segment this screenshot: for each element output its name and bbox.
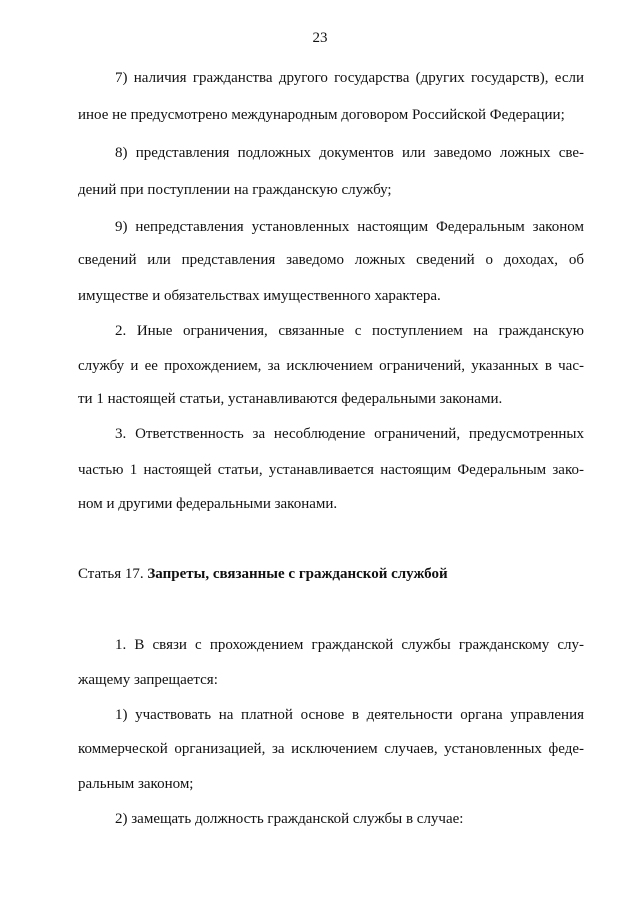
article-label: Статья 17.: [78, 566, 148, 582]
text-line: 7) наличия гражданства другого государства (других государств), если: [115, 70, 584, 86]
text-line: ном и другими федеральными законами.: [78, 496, 338, 512]
text-line: имуществе и обязательствах имущественного характера.: [78, 288, 441, 304]
text-line: коммерческой организацией, за исключением случаев, установленных феде-: [78, 741, 584, 757]
text-line: 2) замещать должность гражданской службы в случае:: [115, 811, 464, 827]
text-line: сведений или представления заведомо ложных сведений о доходах, об: [78, 252, 584, 268]
text-line: 1) участвовать на платной основе в деятельности органа управления: [115, 707, 584, 723]
text-line: 9) непредставления установленных настоящим Федеральным законом: [115, 219, 584, 235]
text-line: иное не предусмотрено международным договором Российской Федерации;: [78, 107, 565, 123]
text-line: ральным законом;: [78, 776, 194, 792]
text-line: 3. Ответственность за несоблюдение ограничений, предусмотренных: [115, 426, 584, 442]
text-line: 8) представления подложных документов или заведомо ложных све-: [115, 145, 584, 161]
text-line: 2. Иные ограничения, связанные с поступлением на гражданскую: [115, 323, 584, 339]
page-number: 23: [312, 30, 328, 46]
text-line: 1. В связи с прохождением гражданской службы гражданскому слу-: [115, 637, 584, 653]
text-line: частью 1 настоящей статьи, устанавливается настоящим Федеральным зако-: [78, 462, 584, 478]
article-heading: [78, 564, 448, 584]
text-line: жащему запрещается:: [78, 672, 218, 688]
text-line: дений при поступлении на гражданскую службу;: [78, 182, 392, 198]
text-line: службу и ее прохождением, за исключением ограничений, указанных в час-: [78, 358, 584, 374]
article-title: Запреты, связанные с гражданской службой: [147, 566, 448, 582]
text-line: ти 1 настоящей статьи, устанавливаются федеральными законами.: [78, 391, 503, 407]
